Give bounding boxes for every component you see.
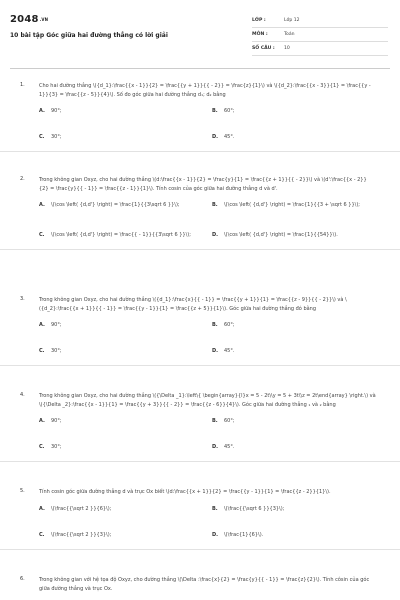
header-divider	[10, 68, 390, 69]
document-meta	[252, 14, 388, 56]
answer-option[interactable]	[39, 107, 212, 115]
question-list	[0, 76, 400, 600]
option-text: \(\cos \left( {d,d'} \right) = \frac{1}{{3 + \sqrt 6 }}\);	[224, 202, 360, 208]
option-text: 90°;	[51, 108, 62, 114]
option-text: \(\cos \left( {d,d'} \right) = \frac{1}{{54}}\).	[224, 232, 338, 238]
question-number: 1.	[20, 82, 25, 88]
answer-option[interactable]	[39, 417, 212, 425]
option-letter: D.	[212, 348, 219, 354]
question-item	[0, 392, 400, 462]
option-letter: D.	[212, 444, 219, 450]
question-text: Trong không gian Oxyz, cho hai đường thẳng \({d_1}:\frac{x}{{ - 1}} = \frac{{y + 1}}{1} = \frac{{z - 9}}{{ - 2}}\) và \({d_2}:\frac{{x + 1}}{{ - 1}} = \frac{{y - 1}}{1} = \frac{{z + 5}}{1}\). Góc giữa hai đường thẳng đó bằng	[39, 297, 347, 312]
option-letter: D.	[212, 531, 219, 538]
meta-key: LỚP :	[252, 18, 266, 23]
logo-text: 2048	[10, 14, 39, 25]
answer-option[interactable]	[212, 231, 385, 239]
option-letter: D.	[212, 232, 219, 238]
answer-option[interactable]	[39, 201, 212, 209]
option-letter: A.	[39, 202, 45, 208]
meta-value: 10	[284, 46, 290, 51]
question-item	[0, 82, 400, 152]
option-text: 30°;	[51, 134, 62, 140]
question-number: 6.	[20, 576, 25, 582]
page-header	[0, 0, 400, 66]
meta-value: Toán	[284, 32, 295, 37]
question-item	[0, 296, 400, 366]
answer-options	[39, 201, 388, 249]
option-text: 60°;	[224, 108, 235, 114]
answer-option[interactable]	[212, 107, 385, 115]
option-text: 90°;	[51, 418, 62, 424]
option-text: \(\cos \left( {d,d'} \right) = \frac{1}{{3\sqrt 6 }}\);	[51, 202, 180, 208]
answer-option[interactable]	[212, 531, 385, 539]
question-text: Trong không gian Oxyz, cho hai đường thẳng \(d:\frac{{x - 1}}{2} = \frac{y}{1} = \frac{{z + 1}}{{ - 2}}\) và \(d':\frac{{x - 2}}{2} = \frac{y}{{ - 1}} = \frac{{z - 1}}{1}\). Tính cosin của góc giữa hai đường thẳng d và d'.	[39, 177, 367, 192]
answer-option[interactable]	[39, 321, 212, 329]
logo-suffix: .VN	[39, 16, 49, 22]
option-text: 45°.	[224, 348, 235, 354]
meta-value: Lớp 12	[284, 18, 300, 23]
answer-option[interactable]	[39, 133, 212, 141]
option-letter: A.	[39, 108, 45, 114]
question-item	[0, 576, 400, 593]
answer-option[interactable]	[212, 347, 385, 355]
answer-option[interactable]	[39, 231, 212, 239]
option-text: 60°;	[224, 418, 235, 424]
answer-option[interactable]	[39, 531, 212, 539]
option-letter: C.	[39, 348, 45, 354]
answer-option[interactable]	[39, 505, 212, 513]
option-letter: D.	[212, 134, 219, 140]
answer-option[interactable]	[212, 417, 385, 425]
question-item	[0, 176, 400, 250]
meta-row	[252, 28, 388, 42]
question-number: 4.	[20, 392, 25, 398]
answer-options	[39, 321, 388, 365]
option-letter: C.	[39, 232, 45, 238]
option-letter: A.	[39, 418, 45, 424]
option-text: 90°;	[51, 322, 62, 328]
option-text: \(\cos \left( {d,d'} \right) = \frac{{ - 1}}{{3\sqrt 6 }}\);	[51, 232, 191, 238]
meta-key: MÔN :	[252, 32, 268, 37]
meta-key: SỐ CÂU :	[252, 46, 275, 51]
option-letter: C.	[39, 444, 45, 450]
option-letter: B.	[212, 505, 218, 512]
option-letter: A.	[39, 505, 45, 512]
option-text: \(\frac{{\sqrt 2 }}{3}\);	[51, 531, 112, 538]
meta-row	[252, 14, 388, 28]
option-text: 30°;	[51, 348, 62, 354]
answer-options	[39, 505, 388, 549]
question-text: Cho hai đường thẳng \({d_1}:\frac{{x - 1}}{2} = \frac{{y + 1}}{{ - 2}} = \frac{z}{1}\) và \({d_2}:\frac{{x - 3}}{1} = \frac{{y - 1}}{3} = \frac{{z - 5}}{4}\). Số đo góc giữa hai đường thẳng d₁; d₂ bằng	[39, 83, 371, 98]
option-text: 60°;	[224, 322, 235, 328]
option-letter: B.	[212, 202, 218, 208]
question-number: 2.	[20, 176, 25, 182]
answer-option[interactable]	[212, 443, 385, 451]
option-text: 30°;	[51, 444, 62, 450]
question-number: 3.	[20, 296, 25, 302]
answer-option[interactable]	[212, 133, 385, 141]
answer-option[interactable]	[212, 321, 385, 329]
question-text: Tính cosin góc giữa đường thẳng d và trục Ox biết \(d:\frac{{x + 1}}{2} = \frac{{y - 1}}{1} = \frac{{z - 2}}{1}\).	[39, 489, 331, 495]
option-text: \(\frac{1}{6}\).	[224, 531, 264, 538]
option-letter: B.	[212, 418, 218, 424]
option-letter: C.	[39, 134, 45, 140]
option-text: \(\frac{{\sqrt 6 }}{3}\);	[224, 505, 285, 512]
answer-options	[39, 107, 388, 151]
answer-option[interactable]	[212, 505, 385, 513]
option-letter: A.	[39, 322, 45, 328]
option-letter: B.	[212, 322, 218, 328]
question-text: Trong không gian Oxyz, cho hai đường thẳng \({\Delta _1}:\left\{ \begin{array}{l}x = 5 - 2t\\y = 5 + 3t\\z = 2t\end{array} \right.\) và \({\Delta _2}:\frac{{x - 1}}{1} = \frac{{y + 3}}{{ - 2}} = \frac{{z - 6}}{4}\). Góc giữa hai đường thẳng ₁ và ₂ bằng	[39, 393, 376, 408]
option-letter: B.	[212, 108, 218, 114]
option-letter: C.	[39, 531, 45, 538]
option-text: \(\frac{{\sqrt 2 }}{6}\);	[51, 505, 112, 512]
question-number: 5.	[20, 488, 25, 494]
site-logo[interactable]	[10, 14, 48, 25]
answer-option[interactable]	[212, 201, 385, 209]
meta-row	[252, 42, 388, 56]
question-item	[0, 488, 400, 550]
answer-option[interactable]	[39, 443, 212, 451]
document-title: 10 bài tập Góc giữa hai đường thẳng có lời giải	[10, 32, 168, 39]
option-text: 45°.	[224, 444, 235, 450]
question-text: Trong không gian với hệ tọa độ Oxyz, cho đường thẳng \(\Delta :\frac{x}{2} = \frac{y}{{ - 1}} = \frac{z}{2}\). Tính côsin của góc giữa đường thẳng và trục Ox.	[39, 577, 370, 592]
option-text: 45°.	[224, 134, 235, 140]
answer-option[interactable]	[39, 347, 212, 355]
answer-options	[39, 417, 388, 461]
